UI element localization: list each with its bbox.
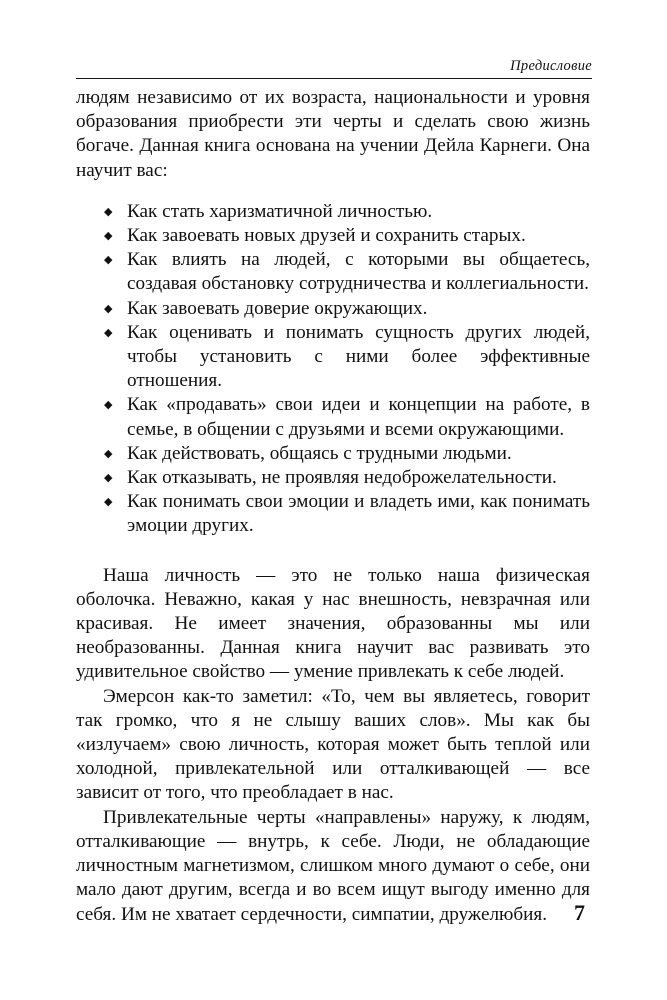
header-rule: [76, 78, 592, 79]
bullet-item: ◆ Как влиять на людей, с которыми вы общаетесь, создавая обстановку сотрудничества и коллегиальности.: [127, 248, 590, 296]
running-header: Предисловие: [510, 58, 592, 74]
body-paragraph: Эмерсон как-то заметил: «То, чем вы являетесь, говорит так громко, что я не слышу ваших слов». Мы как бы «излучаем» свою личность, которая может быть теплой или холодной, привлекательной или отталкивающей — все зависит от того, что преобладает в нас.: [76, 685, 590, 804]
bullet-list: [76, 200, 590, 539]
bullet-item: ◆ Как отказывать, не проявляя недоброжелательности.: [127, 466, 590, 490]
page-number: 7: [574, 900, 585, 925]
body-paragraph: Привлекательные черты «направлены» наружу, к людям, отталкивающие — внутрь, к себе. Люди, не обладающие личностным магнетизмом, слишком много думают о себе, они мало дают другим, всегда и во всем ищут выгоду именно для себя. Им не хватает сердечности, симпатии, дружелюбия.: [76, 806, 590, 925]
bullet-item: ◆ Как завоевать доверие окружающих.: [127, 297, 590, 321]
bullet-item: ◆ Как понимать свои эмоции и владеть ими, как понимать эмоции других.: [127, 490, 590, 538]
bullet-item: ◆ Как «продавать» свои идеи и концепции на работе, в семье, в общении с друзьями и всеми окружающими.: [127, 393, 590, 441]
body-paragraph: Наша личность — это не только наша физическая оболочка. Неважно, какая у нас внешность, невзрачная или красивая. Не имеет значения, образованны мы или необразованны. Данная книга научит вас развивать это удивительное свойство — умение привлекать к себе людей.: [76, 564, 590, 683]
intro-paragraph: людям независимо от их возраста, национальности и уровня образования приобрести эти черты и сделать свою жизнь богаче. Данная книга основана на учении Дейла Карнеги. Она научит вас:: [76, 87, 590, 181]
bullet-item: ◆ Как действовать, общаясь с трудными людьми.: [127, 442, 590, 466]
bullet-item: ◆ Как оценивать и понимать сущность других людей, чтобы установить с ними более эффективные отношения.: [127, 321, 590, 394]
bullet-item: ◆ Как стать харизматичной личностью.: [127, 200, 590, 224]
page-body: [76, 86, 590, 927]
section-gap: [76, 539, 590, 564]
bullet-item: ◆ Как завоевать новых друзей и сохранить старых.: [127, 224, 590, 248]
